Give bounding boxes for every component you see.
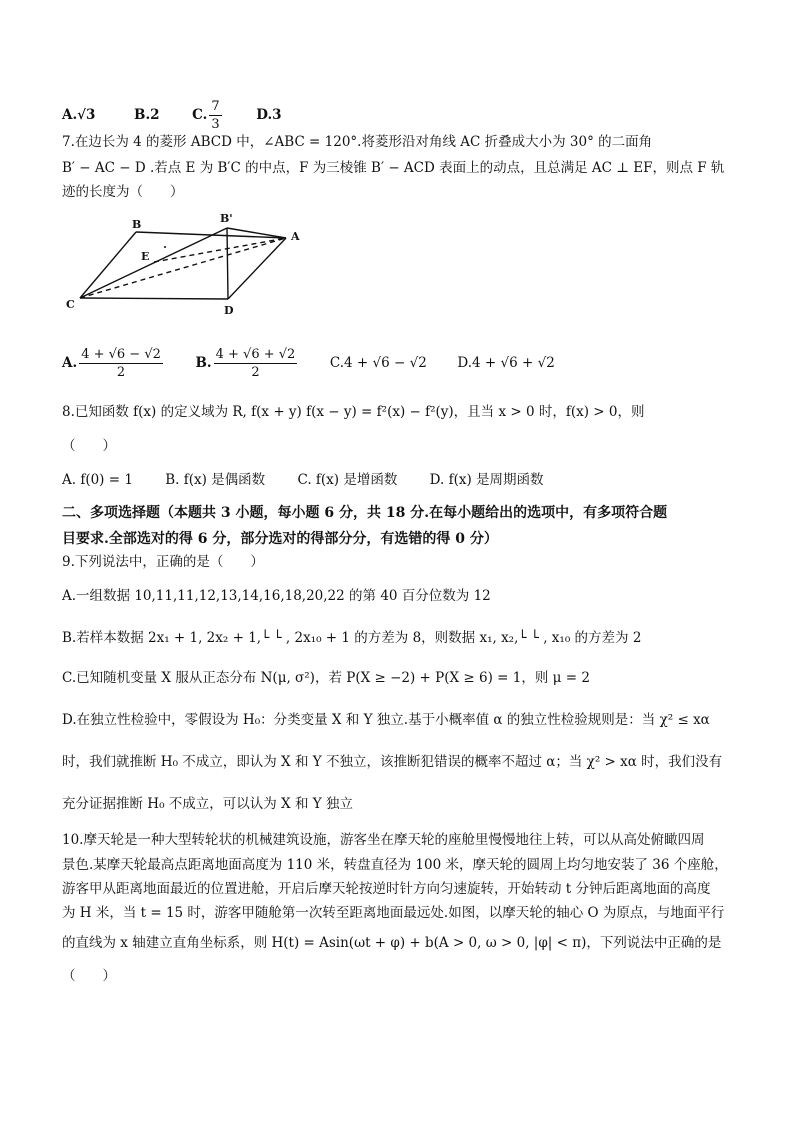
label-b: B [132,218,142,231]
q10-line-3: 游客甲从距离地面最近的位置进舱，开启后摩天轮按逆时针方向匀速旋转，开始转动 t 分钟后距离地面的高度 [62,881,711,897]
q9-option-d-line-3: 充分证据推断 H₀ 不成立，可以认为 X 和 Y 独立 [62,796,353,812]
label-d: D [224,304,234,317]
q6-option-c-num: 7 [211,99,220,114]
edge-cbprime [80,228,227,298]
label-bprime: B' [220,212,233,225]
q8-line-2: （ ） [62,438,116,454]
q10-line-5: 的直线为 x 轴建立直角坐标系，则 H(t) = Asin(ωt + φ) + b(A > 0, ω > 0, |φ| < π)，下列说法中正确的是 [62,935,722,951]
q6-option-c-den: 3 [211,117,220,132]
q8-line-1: 8.已知函数 f(x) 的定义域为 R, f(x + y) f(x − y) = f²(x) − f²(y)，且当 x > 0 时，f(x) > 0，则 [62,404,645,420]
label-a: A [291,230,300,243]
q8-option-a: A. f(0) = 1 [62,472,133,488]
label-e: E [141,250,150,263]
q7-option-d: D.4 + √6 + √2 [457,355,555,371]
q6-option-a: A.√3 [62,107,96,123]
q7-line-1: 7.在边长为 4 的菱形 ABCD 中，∠ABC = 120°.将菱形沿对角线 AC 折叠成大小为 30° 的二面角 [62,134,653,150]
q7-option-b-num: 4 + √6 + √2 [215,347,296,362]
q7-option-a-label: A. [62,355,78,371]
q9-option-c: C.已知随机变量 X 服从正态分布 N(μ, σ²)，若 P(X ≥ −2) + P(X ≥ 6) = 1，则 μ = 2 [62,670,590,686]
q7-option-c: C.4 + √6 − √2 [329,355,427,371]
q6-option-c-fraction [209,98,221,133]
q9-option-b: B.若样本数据 2x₁ + 1, 2x₂ + 1,└ └ , 2x₁₀ + 1 的方差为 8，则数据 x₁, x₂,└ └ , x₁₀ 的方差为 2 [62,630,642,646]
q9-stem: 9.下列说法中，正确的是（ ） [62,554,264,570]
q6-option-c-label: C. [192,107,208,123]
section-2-line-1: 二、多项选择题（本题共 3 小题，每小题 6 分，共 18 分.在每小题给出的选项中，有多项符合题 [62,505,668,521]
edge-bprime-d [227,228,228,299]
point-dot [164,246,166,248]
q10-line-1: 10.摩天轮是一种大型转轮状的机械建筑设施，游客坐在摩天轮的座舱里慢慢地往上转，可以从高处俯瞰四周 [62,832,705,848]
q7-figure [60,206,320,322]
q10-line-4: 为 H 米，当 t = 15 时，游客甲随舱第一次转至距离地面最远处.如图，以摩天轮的轴心 O 为原点，与地面平行 [62,905,725,921]
q10-line-2: 景色.某摩天轮最高点距离地面高度为 110 米，转盘直径为 100 米，摩天轮的圆周上均匀地安装了 36 个座舱， [62,857,728,873]
q8-option-d: D. f(x) 是周期函数 [429,472,544,488]
q6-option-d: D.3 [256,107,282,123]
q6-option-b: B.2 [134,107,160,123]
q8-option-c: C. f(x) 是增函数 [297,472,398,488]
section-2-line-2: 目要求.全部选对的得 6 分，部分选对的得部分分，有选错的得 0 分） [62,531,498,547]
q7-line-3: 迹的长度为（ ） [62,184,184,200]
q7-option-a-den: 2 [116,365,126,380]
label-c: C [66,298,75,311]
edge-cd [80,298,228,299]
q7-option-b-den: 2 [251,365,260,380]
section-2-heading [62,500,742,552]
q9-option-d-line-1: D.在独立性检验中，零假设为 H₀：分类变量 X 和 Y 独立.基于小概率值 α 的独立性检验规则是：当 χ² ≤ xα [62,712,710,728]
q9-option-a: A.一组数据 10,11,11,12,13,14,16,18,20,22 的第 40 百分位数为 12 [62,588,491,604]
edge-cb [80,232,136,298]
q10-line-6: （ ） [62,968,116,984]
q9-option-d-line-2: 时，我们就推断 H₀ 不成立，即认为 X 和 Y 不独立，该推断犯错误的概率不超过 α；当 χ² > xα 时，我们没有 [62,754,723,770]
q6-options [62,98,282,133]
q8-option-b: B. f(x) 是偶函数 [165,472,266,488]
q7-option-a-fraction [79,346,163,381]
q8-options [62,470,572,490]
q7-option-b-label: B. [195,355,212,371]
q7-line-2: B′ − AC − D .若点 E 为 B′C 的中点，F 为三棱锥 B′ − ACD 表面上的动点，且总满足 AC ⊥ EF，则点 F 轨 [62,160,725,176]
q7-option-b-fraction [214,346,298,381]
q7-options [62,346,555,381]
edge-ca-dashed [80,238,286,298]
q7-option-a-num: 4 + √6 − √2 [81,347,161,362]
